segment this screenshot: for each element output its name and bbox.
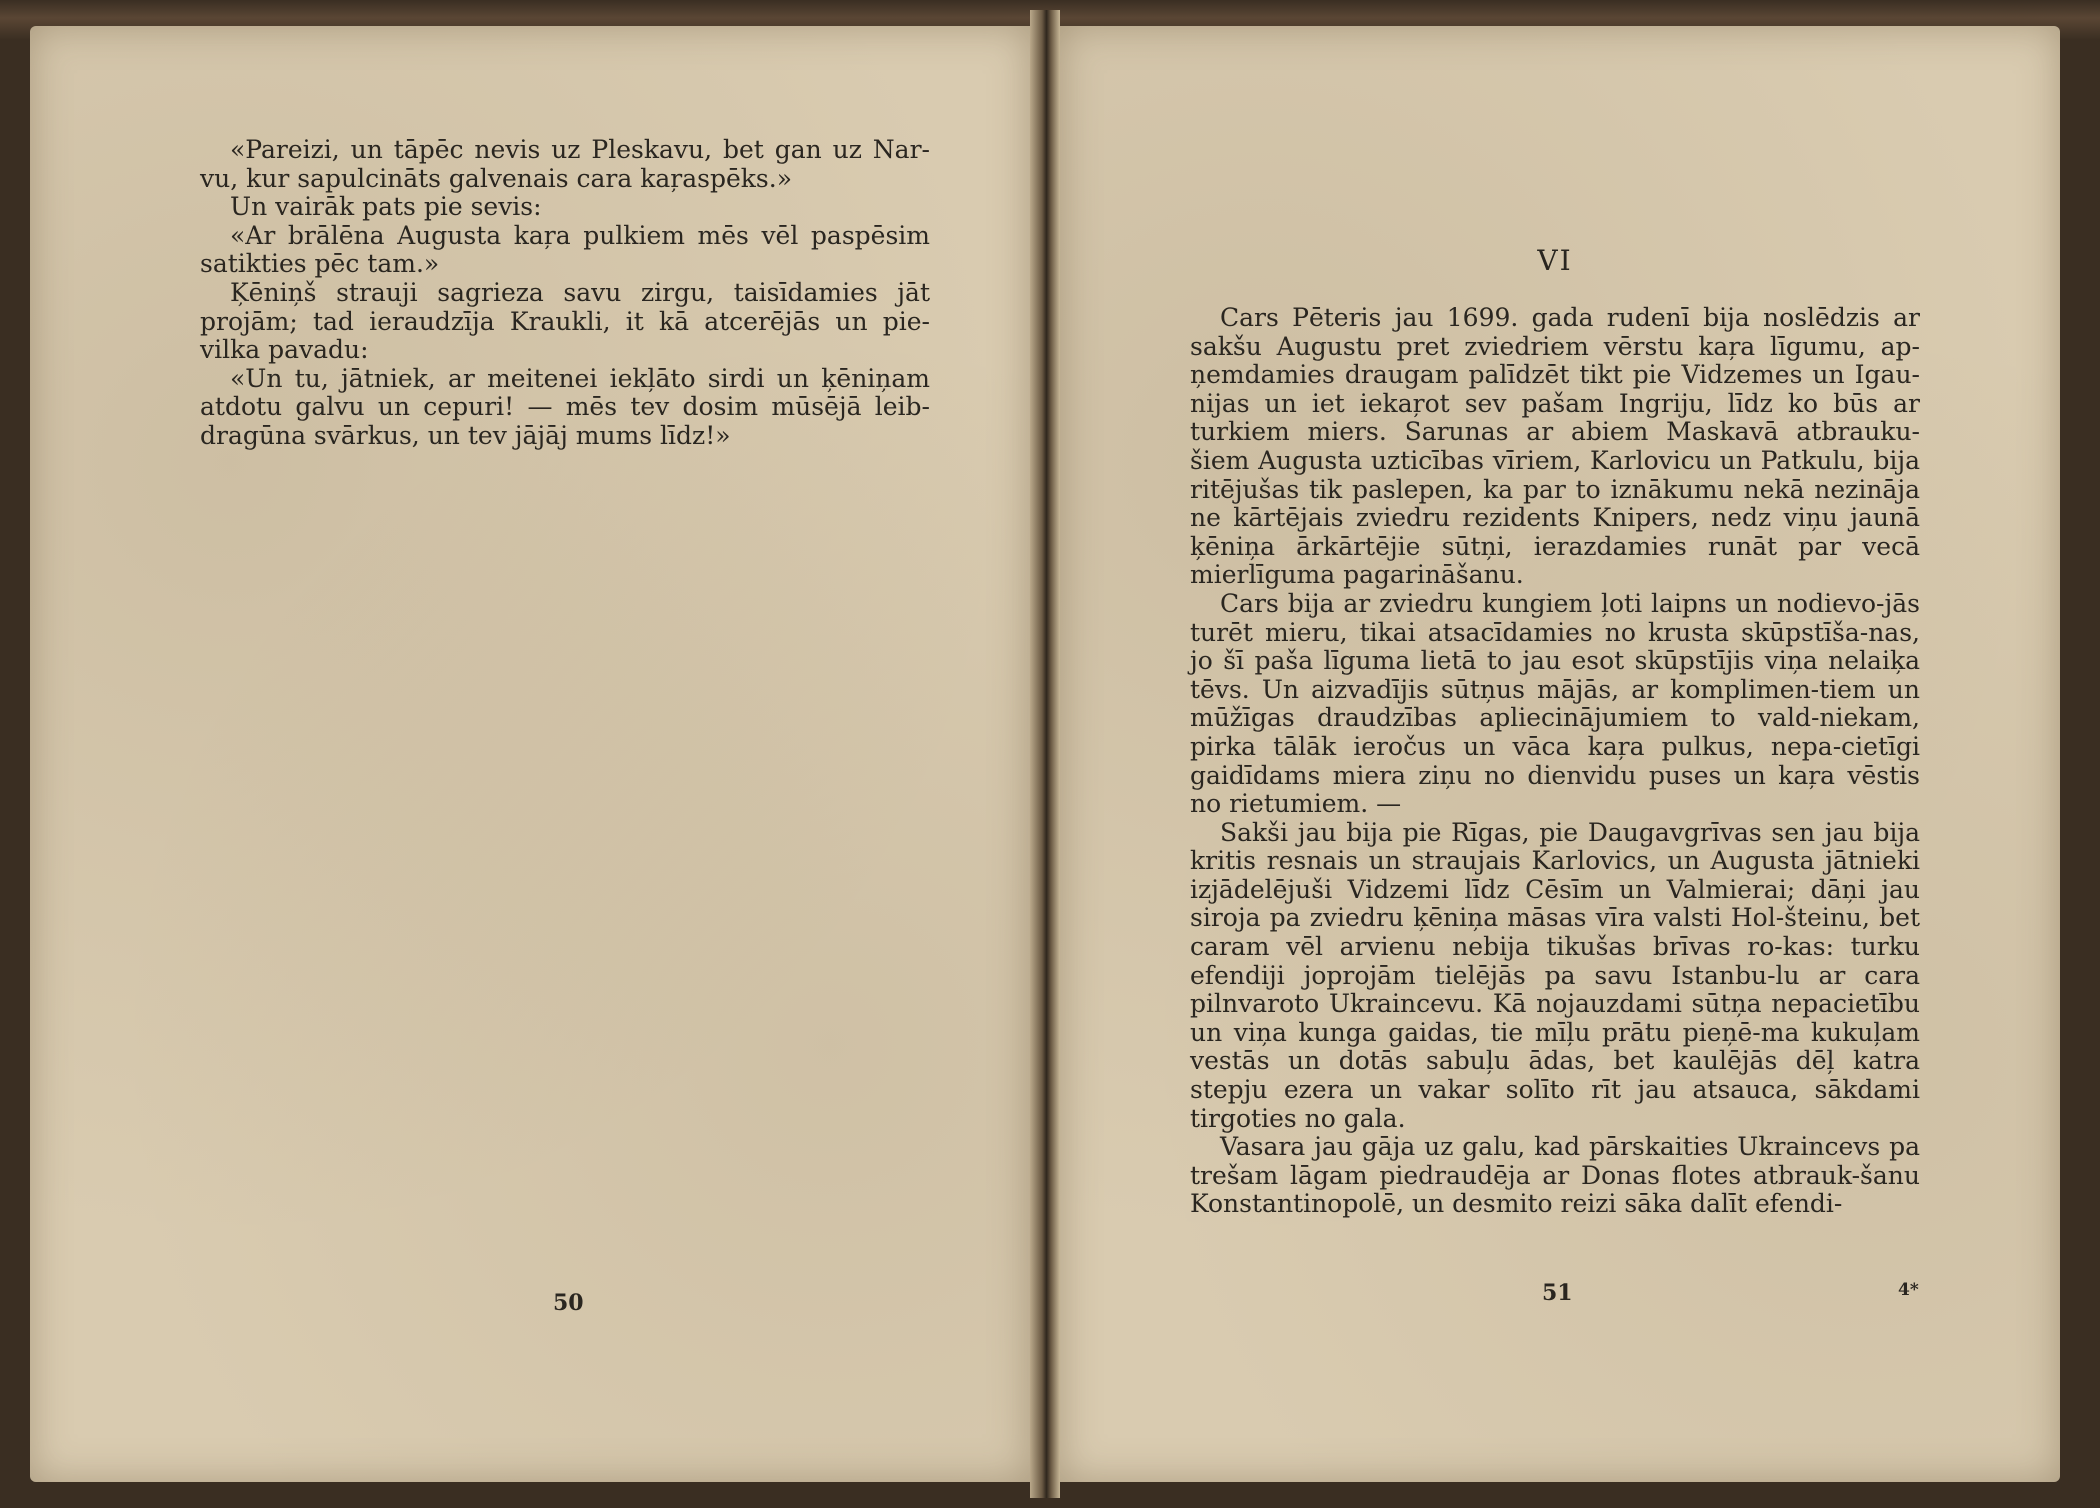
left-paragraph-5: «Un tu, jātniek, ar meitenei iekļāto sirdi un ķēniņam atdotu galvu un cepuri! — mēs tev dosim mūsējā leib-dragūna svārkus, un tev jājāj mums līdz!» [200, 363, 930, 450]
right-paragraph-2: Cars bija ar zviedru kungiem ļoti laipns un nodievo-jās turēt mieru, tikai atsacīdamies no krusta skūpstīša-nas, jo šī paša līguma lietā to jau esot skūpstījis viņa nelaiķa tēvs. Un aizvadījis sūtņus mājās, ar komplimen-tiem un mūžīgas draudzības apliecinājumiem to vald-niekam, pirka tālāk ieročus un vāca kaŗa pulkus, nepa-cietīgi gaidīdams miera ziņu no dienvidu puses un kaŗa vēstis no rietumiem. — [1190, 588, 1920, 819]
left-page-number: 50 [553, 1290, 584, 1316]
right-paragraph-4: Vasara jau gāja uz galu, kad pārskaities Ukraincevs pa trešam lāgam piedraudēja ar Donas flotes atbrauk-šanu Konstantinopolē, un desmito reizi sāka dalīt efendi- [1190, 1132, 1920, 1219]
left-paragraph-4: Ķēniņš strauji sagrieza savu zirgu, taisīdamies jāt projām; tad ieraudzīja Kraukli, it kā atcerējās un pie-vilka pavadu: [200, 277, 930, 365]
chapter-heading: VI [1537, 244, 1573, 277]
left-paragraph-2: Un vairāk pats pie sevis: [230, 192, 542, 222]
right-paragraph-1: Cars Pēteris jau 1699. gada rudenī bija noslēdzis ar sakšu Augustu pret zviedriem vērstu kaŗa līgumu, ap-ņemdamies draugam palīdzēt tikt pie Vidzemes un Igau-nijas un iet iekaŗot sev pašam Ingriju, līdz ko būs ar turkiem miers. Sarunas ar abiem Maskavā atbrauku-šiem Augusta uzticības vīriem, Karlovicu un Patkulu, bija ritējušas tik paslepen, ka par to iznākumu nekā nezināja ne kārtējais zviedru rezidents Knipers, nedz viņu jaunā ķēniņa ārkārtējie sūtņi, ierazdamies runāt par vecā mierlīguma pagarināšanu. [1190, 303, 1920, 590]
right-page [1060, 26, 2060, 1482]
right-page-number: 51 [1542, 1280, 1573, 1306]
left-page-text [200, 136, 930, 451]
right-page-text [1190, 304, 1920, 1219]
left-paragraph-1: «Pareizi, un tāpēc nevis uz Pleskavu, bet gan uz Nar-vu, kur sapulcināts galvenais cara kaŗaspēks.» [200, 135, 930, 193]
right-paragraph-3: Sakši jau bija pie Rīgas, pie Daugavgrīvas sen jau bija kritis resnais un straujais Karlovics, un Augusta jātnieki izjādelējuši Vidzemi līdz Cēsīm un Valmierai; dāņi jau siroja pa zviedru ķēniņa māsas vīra valsti Hol-šteinu, bet caram vēl arvienu nebija tikušas brīvas ro-kas: turku efendiji joprojām tielējās pa savu Istanbu-lu ar cara pilnvaroto Ukraincevu. Kā nojauzdami sūtņa nepacietību un viņa kunga gaidas, tie mīļu prātu pieņē-ma kukuļam vestās un dotās sabuļu ādas, bet kaulējās dēļ katra stepju ezera un vakar solīto rīt jau atsauca, sākdami tirgoties no gala. [1190, 817, 1920, 1133]
left-paragraph-3: «Ar brālēna Augusta kaŗa pulkiem mēs vēl paspēsim satikties pēc tam.» [200, 220, 930, 279]
signature-mark: 4* [1898, 1280, 1919, 1300]
left-page [30, 26, 1030, 1482]
book-gutter [1030, 10, 1060, 1498]
